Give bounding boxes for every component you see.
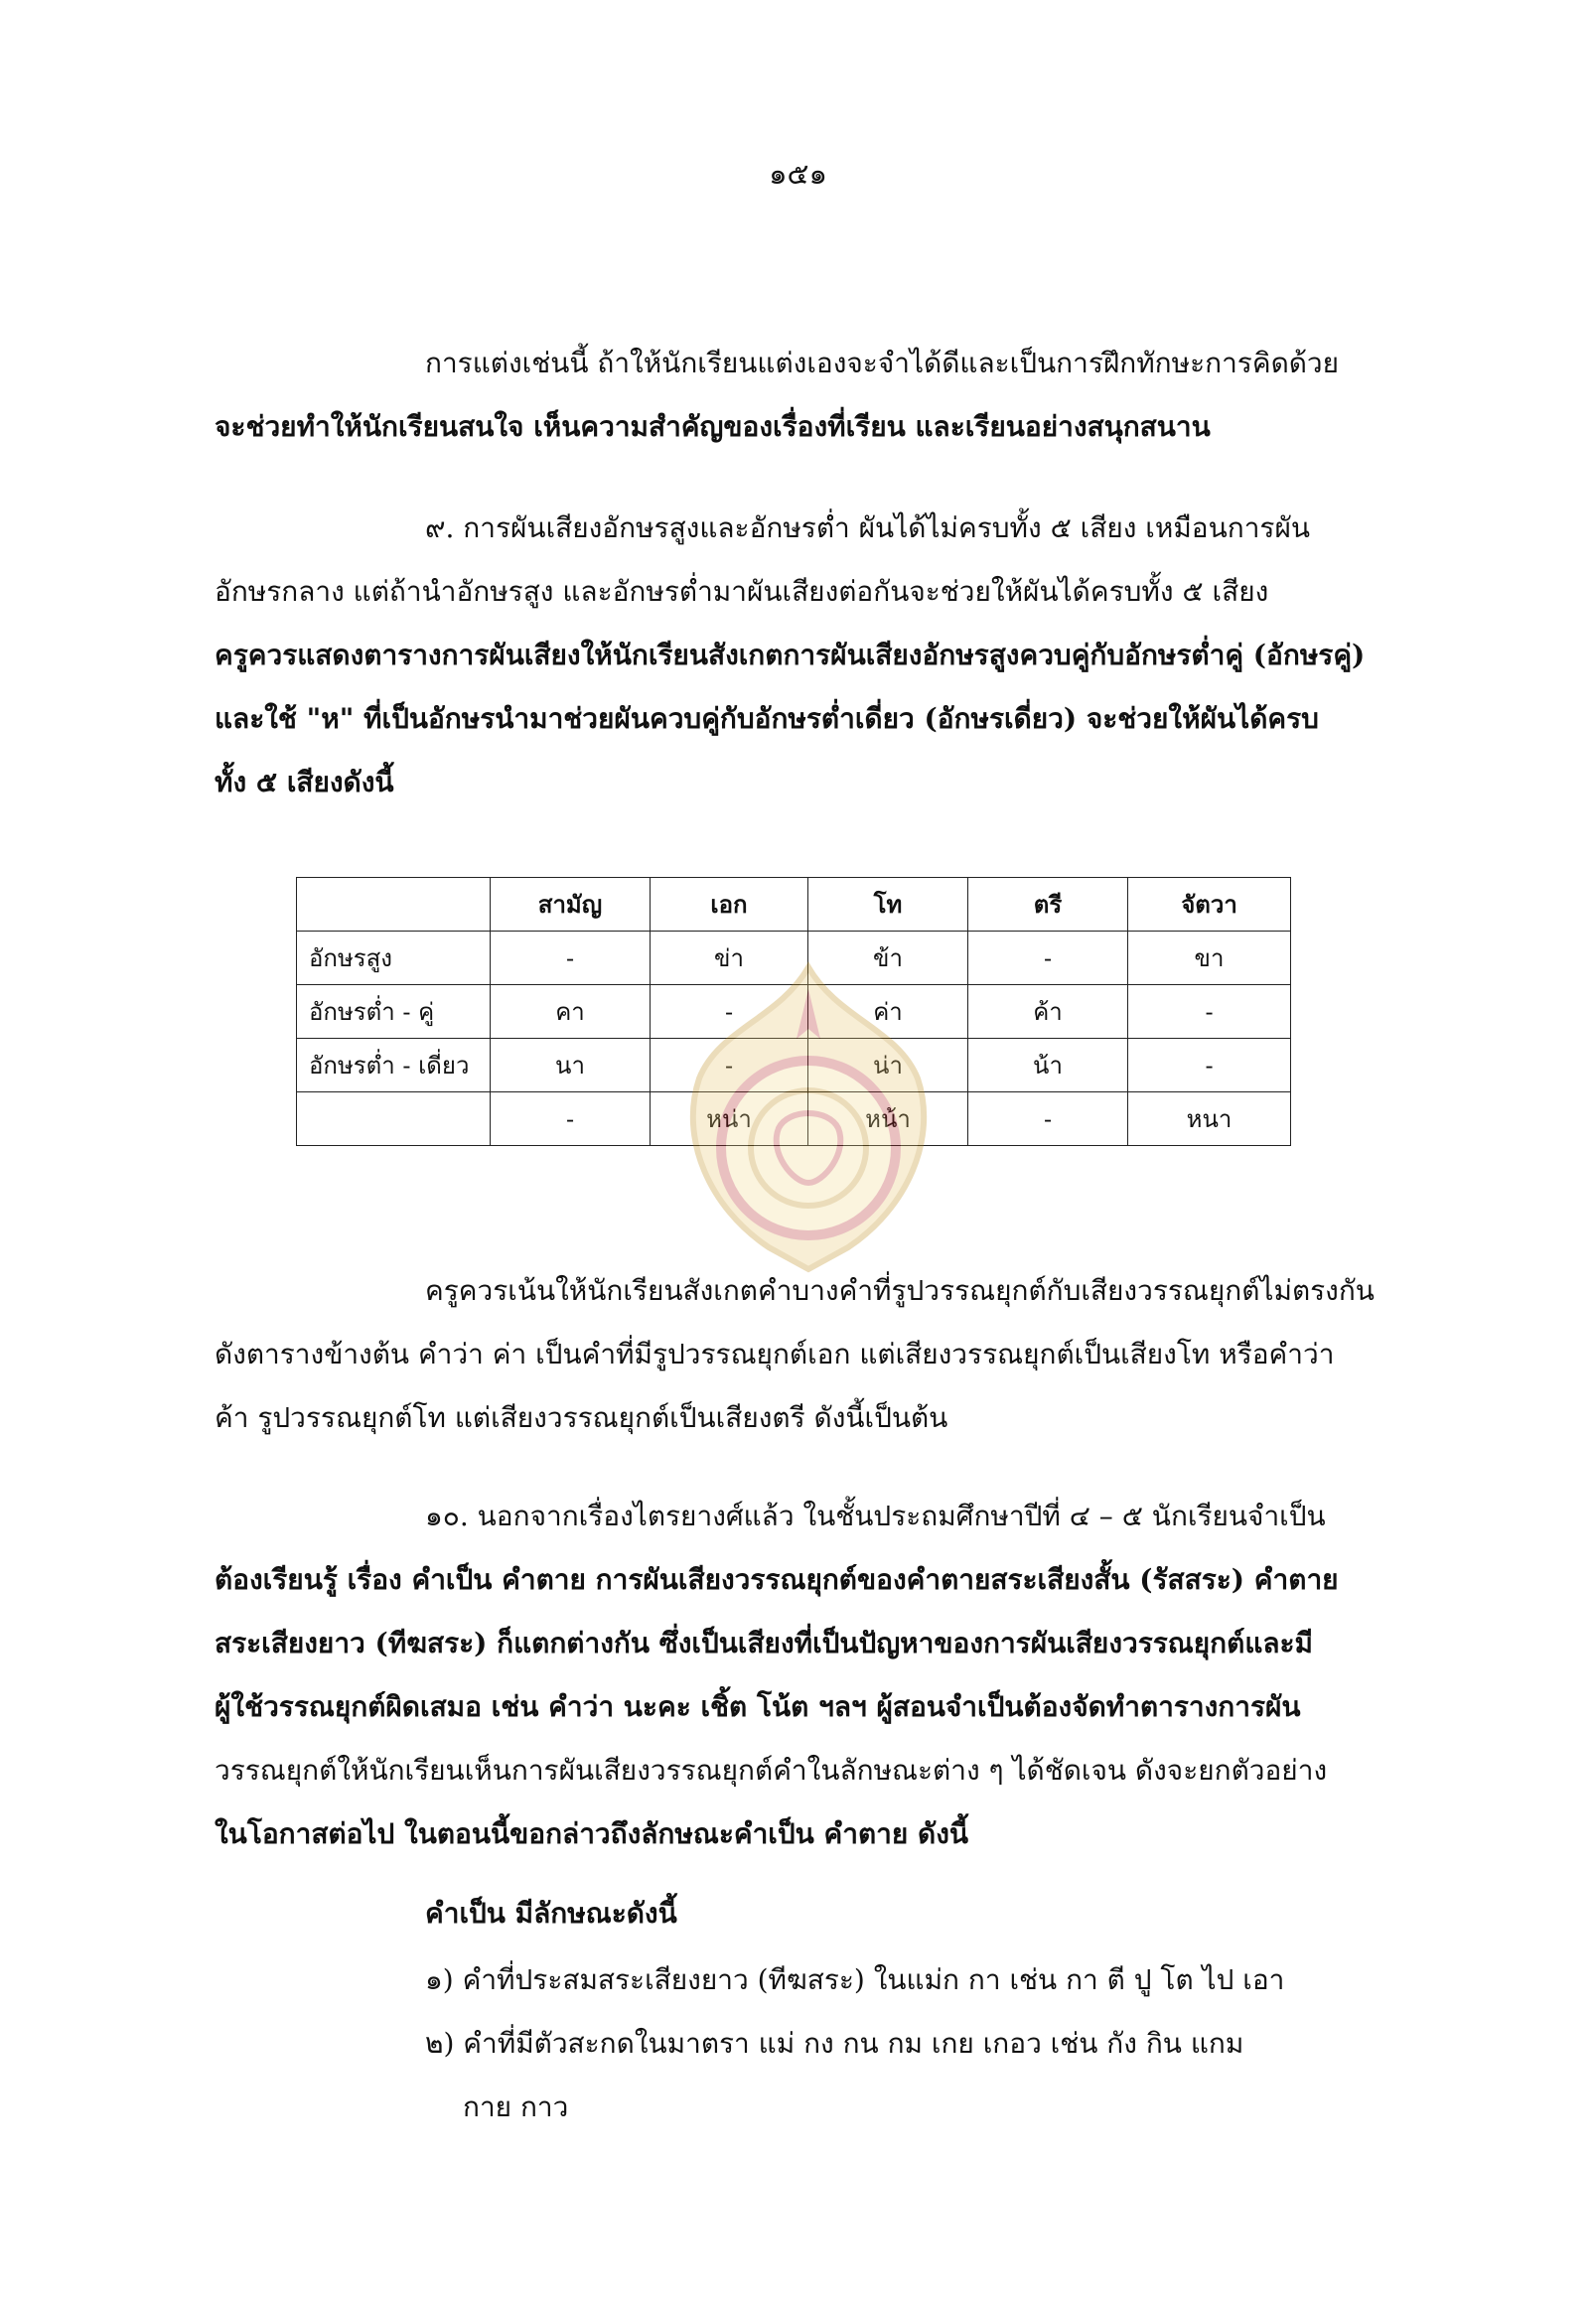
paragraph-line: ครูควรเน้นให้นักเรียนสังเกตคำบางคำที่รูปวรรณยุกต์กับเสียงวรรณยุกต์ไม่ตรงกัน: [425, 1274, 1375, 1307]
tone-table: [296, 877, 1291, 1146]
paragraph-line: ค้า รูปวรรณยุกต์โท แต่เสียงวรรณยุกต์เป็นเสียงตรี ดังนี้เป็นต้น: [215, 1401, 948, 1434]
paragraph-line: ผู้ใช้วรรณยุกต์ผิดเสมอ เช่น คำว่า นะคะ เชิ้ต โน้ต ฯลฯ ผู้สอนจำเป็นต้องจัดทำตารางการผัน: [215, 1690, 1301, 1723]
table-header-cell: จัตวา: [1128, 878, 1291, 932]
table-header-cell: โท: [808, 878, 968, 932]
table-cell: -: [968, 932, 1128, 985]
table-cell: ข้า: [808, 932, 968, 985]
page-number: ๑๕๑: [769, 157, 827, 191]
list-item-continuation: กาย กาว: [463, 2090, 569, 2123]
paragraph-line: และใช้ "ห" ที่เป็นอักษรนำมาช่วยผันควบคู่กับอักษรต่ำเดี่ยว (อักษรเดี่ยว) จะช่วยให้ผันได้ครบ: [215, 702, 1319, 735]
table-row-label: อักษรต่ำ - คู่: [297, 985, 491, 1039]
table-row: [297, 985, 1291, 1039]
paragraph-line: ครูควรแสดงตารางการผันเสียงให้นักเรียนสังเกตการผันเสียงอักษรสูงควบคู่กับอักษรต่ำคู่ (อักษรคู่): [215, 639, 1366, 671]
paragraph-line: การแต่งเช่นนี้ ถ้าให้นักเรียนแต่งเองจะจำได้ดีและเป็นการฝึกทักษะการคิดด้วย: [425, 347, 1340, 379]
list-item: ๒) คำที่มีตัวสะกดในมาตรา แม่ กง กน กม เกย เกอว เช่น กัง กิน แกม: [425, 2027, 1244, 2060]
paragraph-line: ในโอกาสต่อไป ในตอนนี้ขอกล่าวถึงลักษณะคำเป็น คำตาย ดังนี้: [215, 1817, 969, 1850]
paragraph-line: ต้องเรียนรู้ เรื่อง คำเป็น คำตาย การผันเสียงวรรณยุกต์ของคำตายสระเสียงสั้น (รัสสระ) คำตาย: [215, 1563, 1339, 1596]
table-header-cell: เอก: [651, 878, 808, 932]
table-header-cell: สามัญ: [491, 878, 651, 932]
paragraph-line: ๙. การผันเสียงอักษรสูงและอักษรต่ำ ผันได้ไม่ครบทั้ง ๕ เสียง เหมือนการผัน: [425, 511, 1311, 544]
table-header-row: [297, 878, 1291, 932]
table-cell: -: [651, 1039, 808, 1092]
table-row: [297, 1092, 1291, 1146]
table-cell: คา: [491, 985, 651, 1039]
live-words-list: [425, 1948, 1359, 2139]
table-cell: ข่า: [651, 932, 808, 985]
table-cell: -: [651, 985, 808, 1039]
table-row-label: [297, 1092, 491, 1146]
table-cell: น่า: [808, 1039, 968, 1092]
paragraph-line: ๑๐. นอกจากเรื่องไตรยางศ์แล้ว ในชั้นประถมศึกษาปีที่ ๔ – ๕ นักเรียนจำเป็น: [425, 1500, 1326, 1532]
paragraph-line: วรรณยุกต์ให้นักเรียนเห็นการผันเสียงวรรณยุกต์คำในลักษณะต่าง ๆ ได้ชัดเจน ดังจะยกตัวอย่าง: [215, 1754, 1328, 1787]
table-header-cell: ตรี: [968, 878, 1128, 932]
paragraph-line: ดังตารางข้างต้น คำว่า ค่า เป็นคำที่มีรูปวรรณยุกต์เอก แต่เสียงวรรณยุกต์เป็นเสียงโท หรือคำว่า: [215, 1338, 1335, 1370]
paragraph-2: [215, 497, 1366, 814]
table-cell: หน้า: [808, 1092, 968, 1146]
paragraph-3: [215, 1259, 1375, 1450]
table-cell: หนา: [1128, 1092, 1291, 1146]
table-cell: -: [968, 1092, 1128, 1146]
live-words-heading: คำเป็น มีลักษณะดังนี้: [425, 1897, 677, 1930]
paragraph-line: อักษรกลาง แต่ถ้านำอักษรสูง และอักษรต่ำมาผันเสียงต่อกันจะช่วยให้ผันได้ครบทั้ง ๕ เสียง: [215, 575, 1269, 608]
table-cell: -: [491, 1092, 651, 1146]
paragraph-1: [215, 332, 1351, 459]
table-row-label: อักษรต่ำ - เดี่ยว: [297, 1039, 491, 1092]
table-header-cell: [297, 878, 491, 932]
table-cell: -: [491, 932, 651, 985]
paragraph-line: จะช่วยทำให้นักเรียนสนใจ เห็นความสำคัญของเรื่องที่เรียน และเรียนอย่างสนุกสนาน: [215, 410, 1211, 443]
table-row-label: อักษรสูง: [297, 932, 491, 985]
table-cell: น้า: [968, 1039, 1128, 1092]
paragraph-4: [215, 1485, 1351, 1866]
paragraph-line: สระเสียงยาว (ทีฆสระ) ก็แตกต่างกัน ซึ่งเป็นเสียงที่เป็นปัญหาของการผันเสียงวรรณยุกต์และมี: [215, 1627, 1314, 1659]
table-cell: -: [1128, 1039, 1291, 1092]
table-cell: ค่า: [808, 985, 968, 1039]
table-cell: ขา: [1128, 932, 1291, 985]
paragraph-line: ทั้ง ๕ เสียงดังนี้: [215, 766, 394, 798]
table-row: [297, 932, 1291, 985]
table-cell: ค้า: [968, 985, 1128, 1039]
table-cell: -: [1128, 985, 1291, 1039]
table-cell: หน่า: [651, 1092, 808, 1146]
list-item: ๑) คำที่ประสมสระเสียงยาว (ทีฆสระ) ในแม่ก กา เช่น กา ตี ปู โต ไป เอา: [425, 1963, 1285, 1996]
table-cell: นา: [491, 1039, 651, 1092]
table-row: [297, 1039, 1291, 1092]
